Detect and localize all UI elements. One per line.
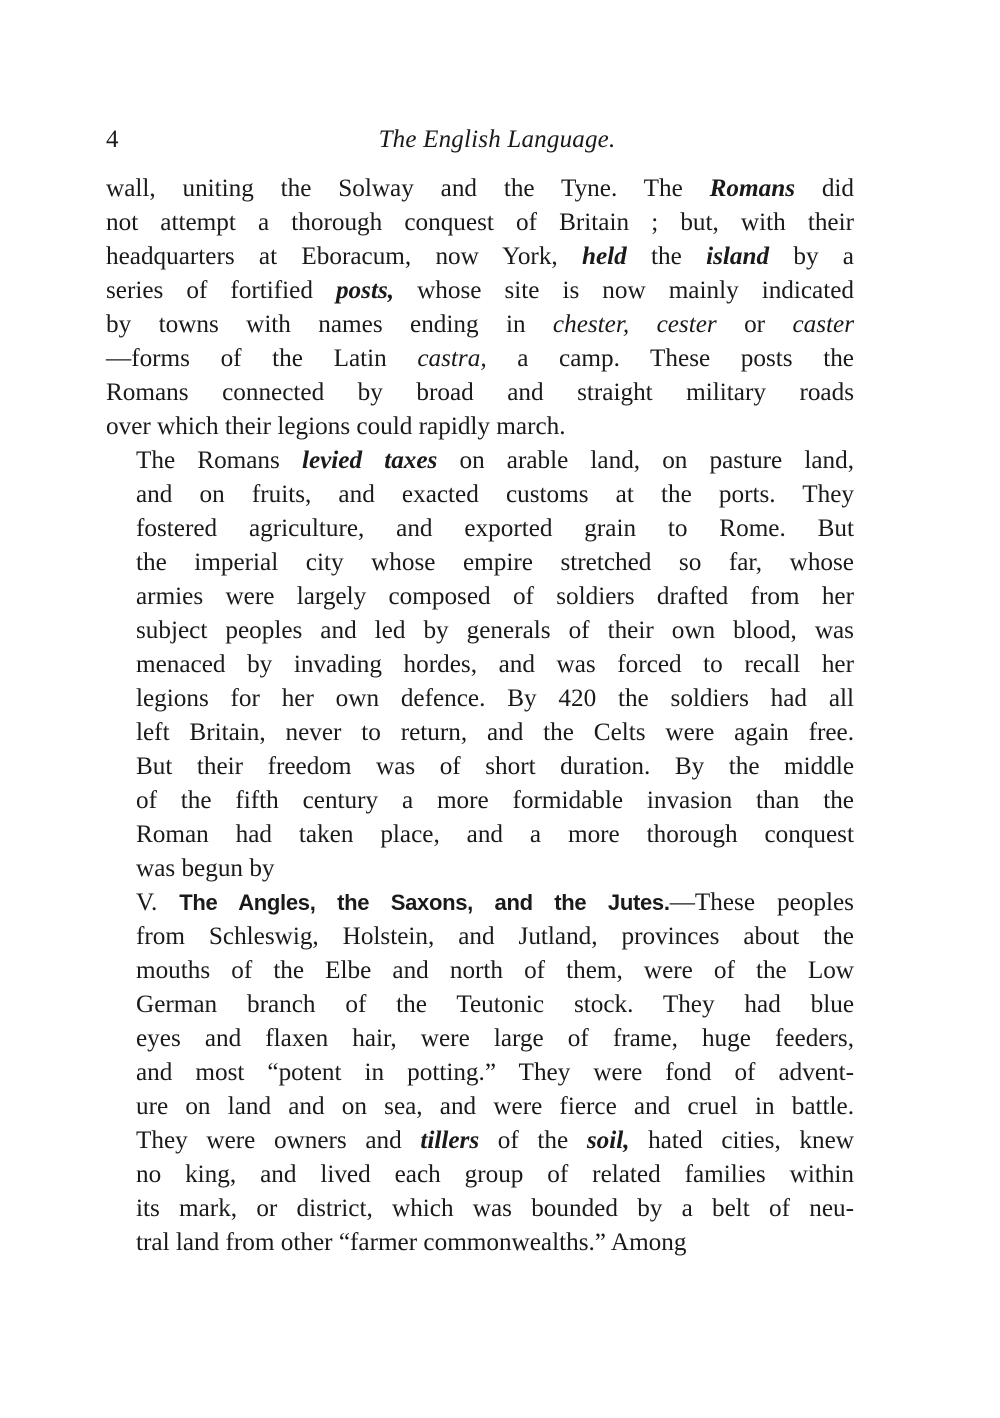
text-run: a camp. These posts the: [486, 345, 854, 372]
text-line: [106, 206, 854, 240]
emphasized-term: island: [706, 243, 770, 270]
text-line: [106, 376, 854, 410]
text-line: [106, 886, 854, 920]
text-line: [106, 716, 854, 750]
text-run: by towns with names ending in: [106, 311, 553, 338]
text-line: [106, 546, 854, 580]
paragraph-angles-saxons-jutes: [106, 886, 854, 1260]
text-run: over which their legions could rapidly march.: [106, 413, 566, 440]
text-run: the imperial city whose empire stretched so far, whose: [136, 549, 854, 576]
text-run: was begun by: [136, 855, 275, 882]
italic-term: caster: [792, 311, 855, 338]
book-page: [106, 118, 854, 1260]
text-run: —forms of the Latin: [106, 345, 418, 372]
text-line: [106, 240, 854, 274]
text-line: [106, 1158, 854, 1192]
text-run: They were owners and: [136, 1127, 421, 1154]
text-line: [106, 342, 854, 376]
text-run: But their freedom was of short duration. By the middle: [136, 753, 854, 780]
text-run: German branch of the Teutonic stock. They had blue: [136, 991, 854, 1018]
text-line: [106, 920, 854, 954]
text-run: armies were largely composed of soldiers drafted from her: [136, 583, 854, 610]
text-run: did: [795, 175, 855, 202]
text-run: on arable land, on pasture land,: [437, 447, 855, 474]
text-run: menaced by invading hordes, and was forced to recall her: [136, 651, 854, 678]
italic-term: cester: [656, 311, 717, 338]
text-line: [106, 614, 854, 648]
text-run: fostered agriculture, and exported grain to Rome. But: [136, 515, 854, 542]
text-line: [106, 580, 854, 614]
text-run: —These peoples: [669, 889, 854, 916]
text-run: series of fortified: [106, 277, 336, 304]
text-run: Romans connected by broad and straight military roads: [106, 379, 854, 406]
italic-term: chester,: [552, 311, 630, 338]
section-heading: The Angles, the Saxons, and the Jutes.: [179, 890, 670, 915]
text-run: the: [626, 243, 707, 270]
running-head: [106, 118, 854, 164]
text-line: [106, 954, 854, 988]
text-run: Roman had taken place, and a more thorough conquest: [136, 821, 854, 848]
text-run: wall, uniting the Solway and the Tyne. The: [106, 175, 710, 202]
text-line: [106, 478, 854, 512]
emphasized-term: tillers: [420, 1127, 480, 1154]
text-run: mouths of the Elbe and north of them, were of the Low: [136, 957, 854, 984]
text-run: by a: [769, 243, 854, 270]
text-run: whose site is now mainly indicated: [394, 277, 855, 304]
text-line: [106, 682, 854, 716]
italic-term: castra,: [417, 345, 487, 372]
text-line: [106, 648, 854, 682]
emphasized-term: Romans: [709, 175, 795, 202]
text-line: [106, 1022, 854, 1056]
emphasized-term: soil,: [586, 1127, 630, 1154]
text-line: [106, 172, 854, 206]
text-run: headquarters at Eboracum, now York,: [106, 243, 582, 270]
emphasized-term: posts,: [335, 277, 395, 304]
text-line: [106, 1226, 854, 1260]
text-run: eyes and flaxen hair, were large of frame, huge feeders,: [136, 1025, 854, 1052]
text-run: no king, and lived each group of related families within: [136, 1161, 854, 1188]
text-line: [106, 988, 854, 1022]
text-line: [106, 410, 854, 444]
running-title: The English Language.: [378, 126, 616, 153]
text-run: The Romans: [136, 447, 302, 474]
text-line: [106, 784, 854, 818]
text-line: [106, 308, 854, 342]
text-line: [106, 1192, 854, 1226]
emphasized-term: levied taxes: [301, 447, 438, 474]
text-run: hated cities, knew: [629, 1127, 854, 1154]
text-run: subject peoples and led by generals of their own blood, was: [136, 617, 854, 644]
text-line: [106, 852, 854, 886]
text-run: of the fifth century a more formidable invasion than the: [136, 787, 854, 814]
text-line: [106, 1056, 854, 1090]
text-run: V.: [136, 889, 180, 916]
text-run: legions for her own defence. By 420 the soldiers had all: [136, 685, 854, 712]
text-run: its mark, or district, which was bounded by a belt of neu-: [136, 1195, 854, 1222]
text-line: [106, 444, 854, 478]
text-line: [106, 818, 854, 852]
text-run: [629, 311, 656, 338]
text-line: [106, 274, 854, 308]
text-run: and most “potent in potting.” They were fond of advent-: [136, 1059, 854, 1086]
text-line: [106, 512, 854, 546]
text-run: not attempt a thorough conquest of Britain ; but, with their: [106, 209, 854, 236]
text-run: left Britain, never to return, and the Celts were again free.: [136, 719, 854, 746]
page-number: 4: [106, 126, 119, 153]
paragraph-romans-conquest: [106, 172, 854, 444]
text-run: ure on land and on sea, and were fierce and cruel in battle.: [136, 1093, 854, 1120]
text-run: of the: [479, 1127, 587, 1154]
emphasized-term: held: [581, 243, 627, 270]
text-run: or: [716, 311, 793, 338]
text-line: [106, 1124, 854, 1158]
text-run: and on fruits, and exacted customs at the ports. They: [136, 481, 854, 508]
text-run: from Schleswig, Holstein, and Jutland, provinces about the: [136, 923, 854, 950]
text-line: [106, 1090, 854, 1124]
paragraph-roman-taxes: [106, 444, 854, 886]
text-line: [106, 750, 854, 784]
text-run: tral land from other “farmer commonwealths.” Among: [136, 1229, 687, 1256]
